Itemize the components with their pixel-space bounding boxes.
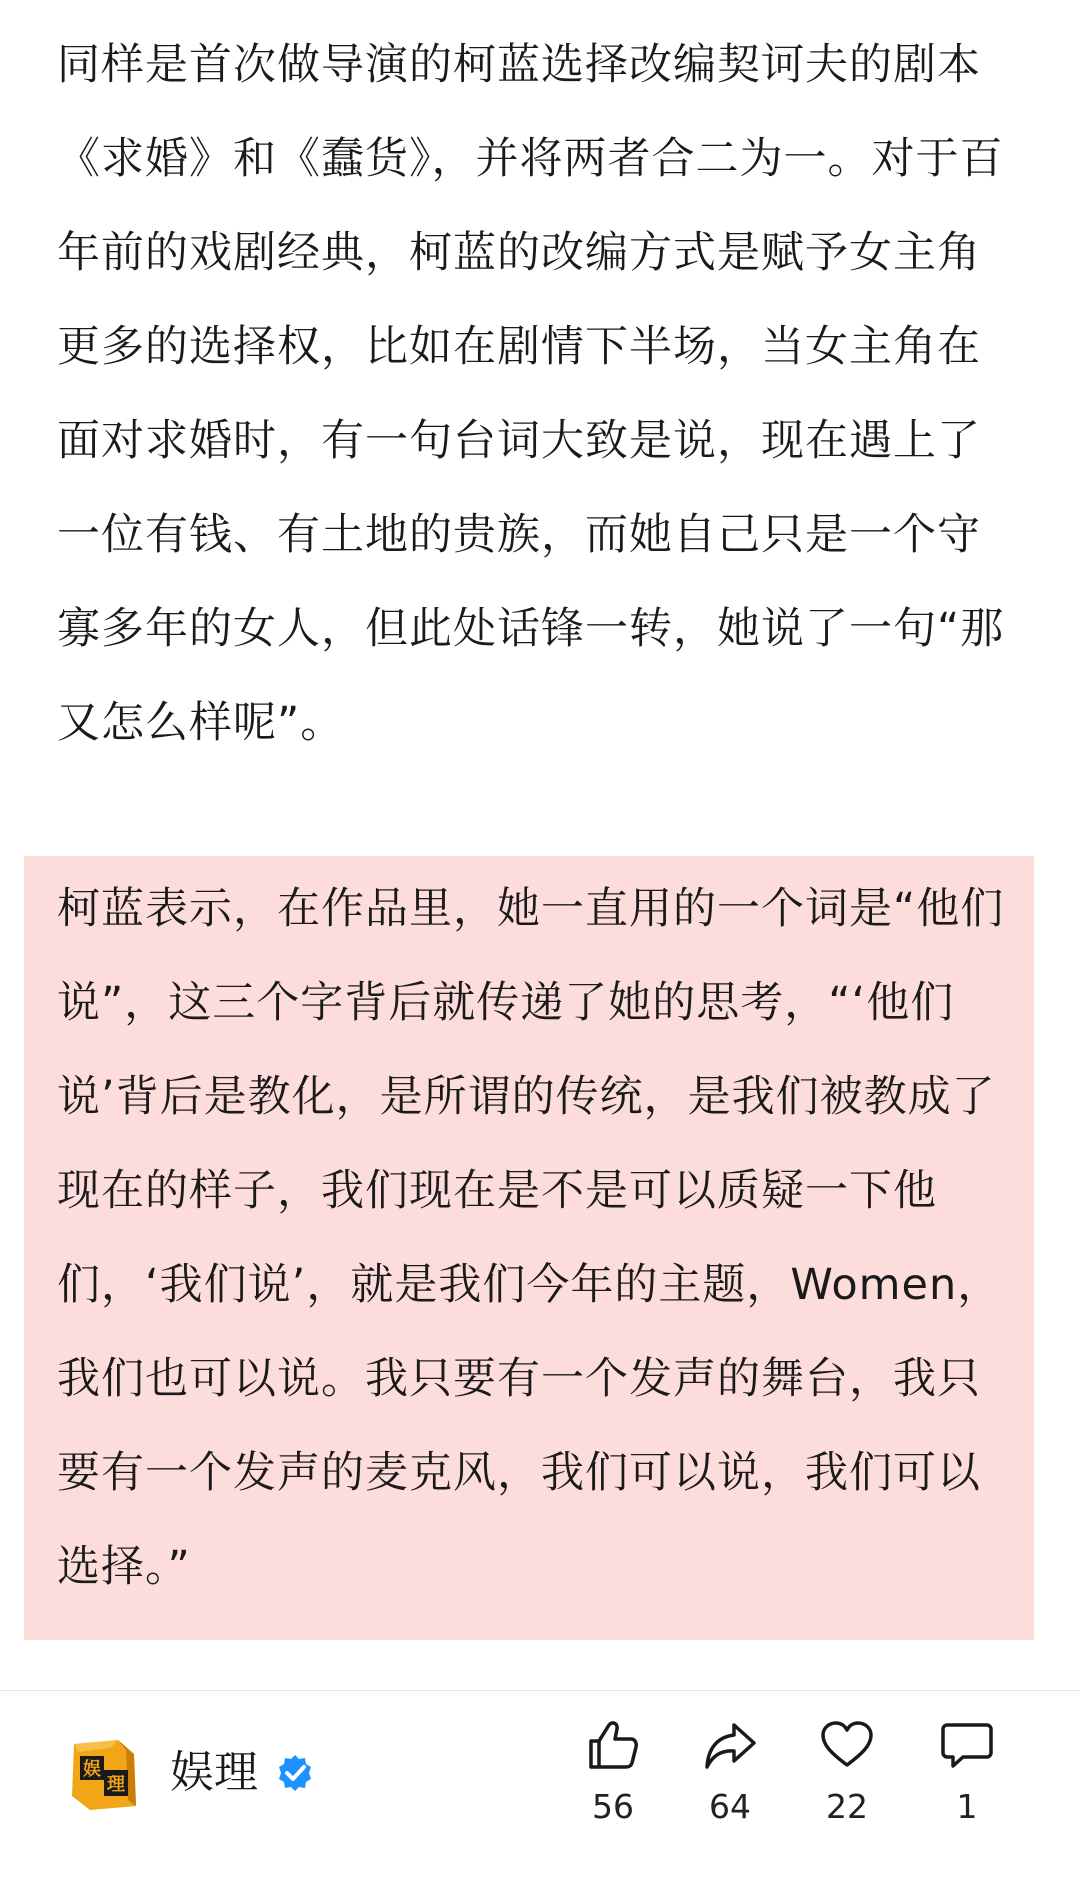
quote-paragraph: 柯蓝表示，在作品里，她一直用的一个词是“他们说”，这三个字背后就传递了她的思考，“‘他们说’背后是教化，是所谓的传统，是我们被教成了现在的样子，我们现在是不是可以质疑一下他们，‘我们说’，就是我们今年的主题，Women，我们也可以说。我只要有一个发声的舞台，我只要有一个发声的麦克风，我们可以说，我们可以选择。”	[57, 884, 1005, 1592]
share-button[interactable]	[675, 1717, 785, 1867]
heart-icon	[819, 1717, 875, 1773]
comment-button[interactable]	[912, 1717, 1022, 1867]
author-name[interactable]: 娱理	[170, 1747, 258, 1798]
like-button[interactable]	[558, 1717, 668, 1867]
share-count: 64	[709, 1787, 751, 1826]
article-footer	[0, 1691, 1080, 1887]
share-arrow-icon	[702, 1717, 758, 1773]
thumbs-up-icon	[585, 1717, 641, 1773]
author-avatar[interactable]	[66, 1736, 140, 1814]
favorite-button[interactable]	[792, 1717, 902, 1867]
comment-count: 1	[956, 1787, 978, 1826]
avatar-char-2: 理	[107, 1774, 125, 1795]
article-paragraph: 同样是首次做导演的柯蓝选择改编契诃夫的剧本《求婚》和《蠢货》，并将两者合二为一。对于百年前的戏剧经典，柯蓝的改编方式是赋予女主角更多的选择权，比如在剧情下半场，当女主角在面对求婚时，有一句台词大致是说，现在遇上了一位有钱、有土地的贵族，而她自己只是一个守寡多年的女人，但此处话锋一转，她说了一句“那又怎么样呢”。	[57, 40, 1005, 748]
author-avatar-logo-icon	[66, 1736, 140, 1814]
avatar-char-1: 娱	[83, 1759, 101, 1780]
comment-bubble-icon	[939, 1717, 995, 1773]
like-count: 56	[592, 1787, 634, 1826]
favorite-count: 22	[826, 1787, 868, 1826]
verified-badge-icon	[275, 1753, 315, 1793]
